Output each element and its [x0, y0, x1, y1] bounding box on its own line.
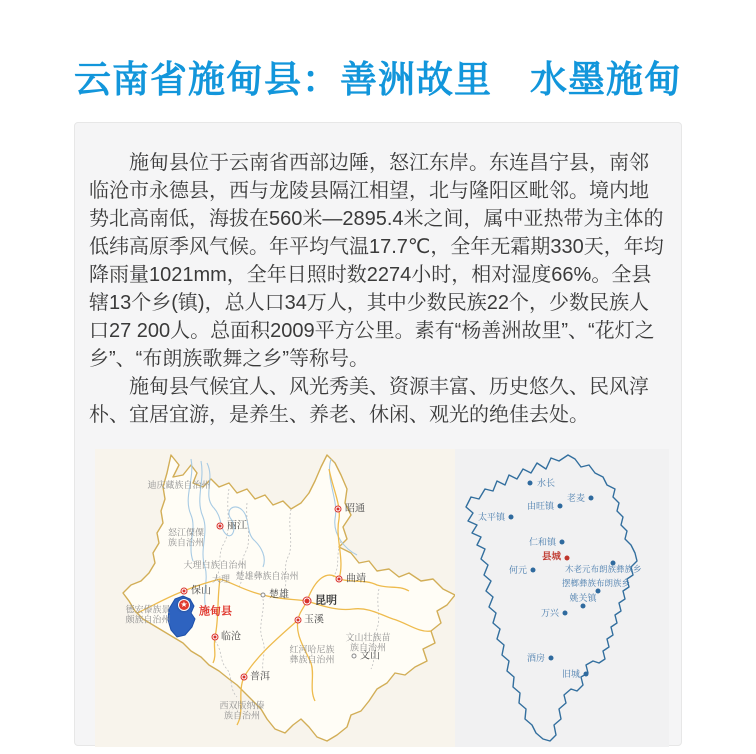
- map-label-怒江傈僳族自治州: 怒江傈僳 族自治州: [167, 527, 205, 548]
- 县城-marker: [565, 556, 570, 561]
- map-label-旧城: 旧城: [561, 668, 580, 679]
- article-card: [74, 122, 682, 746]
- map-label-曲靖: 曲靖: [346, 573, 366, 585]
- 何元-marker: [531, 568, 536, 573]
- 酒房-marker: [549, 656, 554, 661]
- map-label-万兴: 万兴: [540, 607, 559, 618]
- map-label-何元: 何元: [508, 564, 527, 575]
- map-label-德宏傣族景颇族自治州: 德宏傣族景 颇族自治州: [125, 604, 171, 625]
- map-label-普洱: 普洱: [250, 671, 270, 683]
- map-label-老麦: 老麦: [566, 492, 585, 503]
- map-label-临沧: 临沧: [221, 631, 241, 643]
- map-label-摆榔彝族布朗族乡: 摆榔彝族布朗族乡: [561, 578, 631, 589]
- map-label-县城: 县城: [541, 551, 561, 563]
- map-label-施甸县: 施甸县: [199, 605, 232, 618]
- map-label-保山: 保山: [191, 585, 211, 597]
- 临沧-marker: [213, 635, 218, 640]
- map-label-迪庆藏族自治州: 迪庆藏族自治州: [147, 479, 211, 490]
- map-label-楚雄: 楚雄: [269, 589, 289, 601]
- page-title: 云南省施甸县：善洲故里 水墨施甸: [74, 59, 682, 100]
- 丽江-marker: [218, 524, 223, 529]
- 旧城-marker: [584, 672, 589, 677]
- article-paragraph-2: 施甸县气候宜人、风光秀美、资源丰富、历史悠久、民风淳朴、宜居宜游，是养生、养老、休闲、观光的绝佳去处。: [89, 376, 649, 426]
- 文山-marker: [352, 654, 357, 659]
- 姚关镇-marker: [581, 604, 586, 609]
- shidian-county-map: [455, 449, 669, 747]
- county-map-svg: [455, 449, 669, 747]
- 万兴-marker: [563, 611, 568, 616]
- map-label-文山壮族苗族自治州: 文山壮族苗 族自治州: [345, 632, 391, 653]
- shidian-county-outline-path: [466, 455, 637, 741]
- map-label-文山: 文山: [360, 650, 380, 662]
- article-paragraph-1: 施甸县位于云南省西部边陲，怒江东岸。东连昌宁县，南邻临沧市永德县，西与龙陵县隔江相望，北与隆阳区毗邻。境内地势北高南低，海拔在560米—2895.4米之间，属中亚热带为主体的低纬高原季风气候。年平均气温17.7℃，全年无霜期330天，年均降雨量1021mm，全年日照时数2274小时，相对湿度66%。全县辖13个乡(镇)，总人口34万人，其中少数民族22个，少数民族人口27 200人。总面积2009平方公里。素有“杨善洲故里”、“花灯之乡”、“布朗族歌舞之乡”等称号。: [89, 152, 664, 370]
- map-label-玉溪: 玉溪: [304, 614, 324, 626]
- article-body: [89, 149, 667, 429]
- map-label-水长: 水长: [537, 477, 556, 488]
- map-label-姚关镇: 姚关镇: [569, 592, 597, 603]
- 曲靖-marker: [337, 577, 342, 582]
- maps-row: [89, 449, 667, 747]
- 由旺镇-marker: [558, 504, 563, 509]
- map-label-红河哈尼族彝族自治州: 红河哈尼族 彝族自治州: [289, 644, 335, 665]
- 施甸县-marker: ★: [178, 599, 190, 611]
- map-label-由旺镇: 由旺镇: [526, 500, 554, 511]
- 昭通-marker: [336, 507, 341, 512]
- map-label-西双版纳傣族自治州: 西双版纳傣 族自治州: [219, 700, 265, 721]
- 仁和镇-marker: [560, 540, 565, 545]
- map-label-木老元布朗族彝族乡: 木老元布朗族彝族乡: [565, 564, 642, 575]
- 保山-marker: [182, 589, 187, 594]
- 普洱-marker: [242, 675, 247, 680]
- map-label-昭通: 昭通: [345, 503, 365, 515]
- map-label-仁和镇: 仁和镇: [528, 536, 556, 547]
- 太平镇-marker: [509, 515, 514, 520]
- map-label-丽江: 丽江: [227, 520, 247, 532]
- 老麦-marker: [589, 496, 594, 501]
- map-label-大理: 大理: [211, 573, 231, 584]
- map-label-太平镇: 太平镇: [477, 511, 505, 522]
- map-label-酒房: 酒房: [526, 652, 545, 663]
- map-label-大理白族自治州: 大理白族自治州: [183, 559, 247, 570]
- 水长-marker: [528, 481, 533, 486]
- yunnan-outline-path: [123, 455, 455, 741]
- 昆明-marker: [304, 598, 311, 605]
- map-label-昆明: 昆明: [315, 594, 337, 607]
- yunnan-province-map: [95, 449, 455, 747]
- map-label-楚雄彝族自治州: 楚雄彝族自治州: [235, 570, 299, 581]
- page-wrapper: [74, 0, 682, 746]
- 玉溪-marker: [296, 618, 301, 623]
- 楚雄-marker: [261, 593, 266, 598]
